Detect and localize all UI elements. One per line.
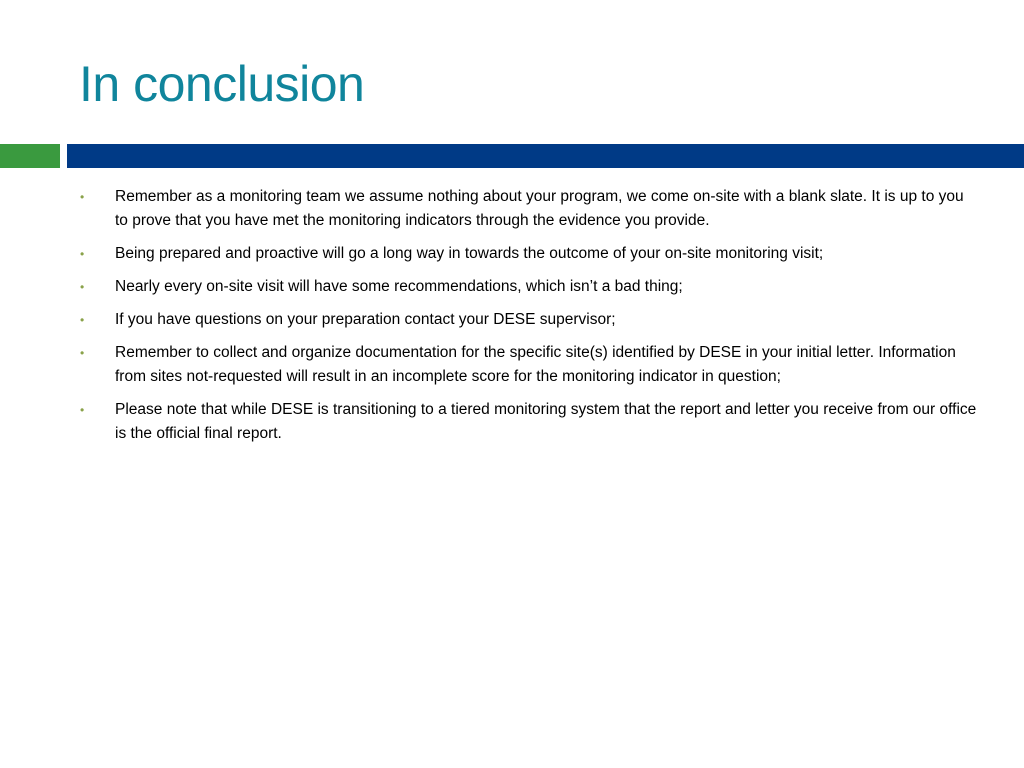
bullet-item <box>78 242 978 266</box>
accent-band-green <box>0 144 60 168</box>
bullet-item <box>78 398 978 446</box>
bullet-icon: • <box>80 247 85 261</box>
bullet-text: If you have questions on your preparation contact your DESE supervisor; <box>115 311 616 328</box>
bullet-list <box>78 185 978 455</box>
bullet-icon: • <box>80 403 85 417</box>
bullet-text: Being prepared and proactive will go a long way in towards the outcome of your on-site monitoring visit; <box>115 245 824 262</box>
bullet-icon: • <box>80 190 85 204</box>
bullet-icon: • <box>80 280 85 294</box>
bullet-item <box>78 185 978 233</box>
bullet-item <box>78 341 978 389</box>
bullet-item <box>78 275 978 299</box>
bullet-text: Please note that while DESE is transitioning to a tiered monitoring system that the report and letter you receive from our office is the official final report. <box>115 401 977 442</box>
bullet-item <box>78 308 978 332</box>
bullet-icon: • <box>80 313 85 327</box>
accent-band-blue <box>67 144 1024 168</box>
bullet-icon: • <box>80 346 85 360</box>
slide-title: In conclusion <box>79 56 365 112</box>
bullet-text: Remember as a monitoring team we assume nothing about your program, we come on-site with a blank slate. It is up to you to prove that you have met the monitoring indicators through the evidence you provide. <box>115 188 964 229</box>
bullet-text: Remember to collect and organize documentation for the specific site(s) identified by DESE in your initial letter. Information from sites not-requested will result in an incomplete score for the monitoring indicator in question; <box>115 344 956 385</box>
bullet-text: Nearly every on-site visit will have some recommendations, which isn’t a bad thing; <box>115 278 683 295</box>
